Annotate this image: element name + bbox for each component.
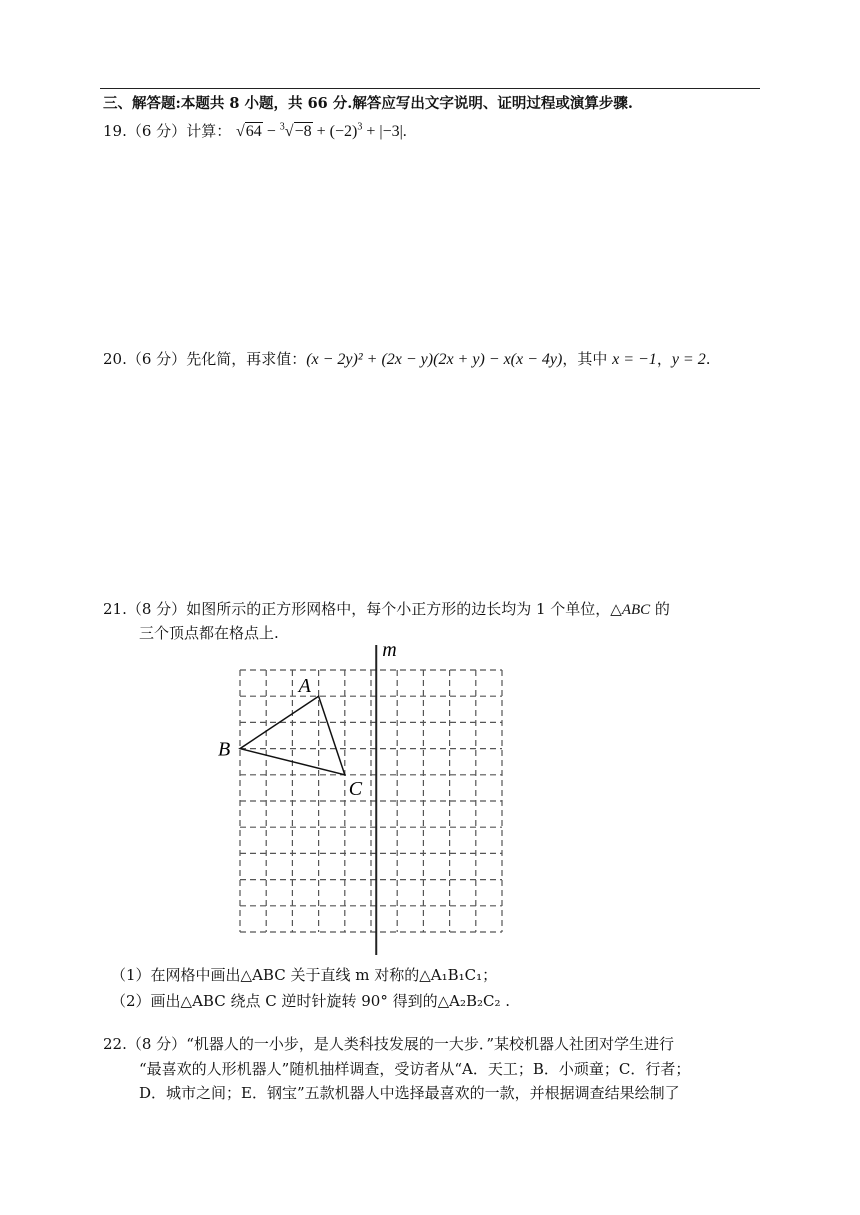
separator: ，: [656, 350, 672, 368]
plus-sign: +: [312, 123, 330, 140]
sqrt-radicand: 64: [245, 123, 262, 140]
question-lead: 先化简，再求值：: [186, 350, 307, 368]
question-22: 22.（8 分）“机器人的一小步，是人类科技发展的一大步．”某校机器人社团对学生进行: [103, 1035, 675, 1053]
y-value: y = 2: [671, 351, 706, 368]
condition-text: ，其中: [562, 350, 613, 368]
question-21-part-1: （1）在网格中画出△ABC 关于直线 m 对称的△A₁B₁C₁；: [111, 966, 498, 984]
question-text: 如图所示的正方形网格中，每个小正方形的边长均为 1 个单位，: [186, 600, 611, 618]
question-number: 21: [103, 600, 123, 618]
label-a: A: [298, 675, 311, 698]
label-c: C: [348, 777, 363, 800]
question-21-line2: 三个顶点都在格点上.: [139, 624, 279, 642]
period: .: [705, 350, 711, 368]
question-lead: 计算：: [186, 122, 232, 140]
label-b: B: [218, 738, 231, 761]
math-expression: (x − 2y)² + (2x − y)(2x + y) − x(x − 4y): [306, 351, 563, 368]
math-expression: $√64 - ^3√-8 + (-2)^3 + |-3|$.: [235, 121, 407, 140]
absolute-value: |−3|: [379, 123, 403, 140]
question-19: 19.（6 分）计算： $√64 - ^3√-8 + (-2)^3 + |-3|$.: [103, 121, 407, 140]
question-text: 的: [650, 600, 670, 618]
triangle-name: △ABC: [610, 602, 651, 618]
question-score: （8 分）: [126, 600, 187, 618]
power-exponent: 3: [357, 121, 363, 133]
grid-figure: [210, 640, 520, 960]
question-number: 22: [103, 1035, 123, 1053]
plus-sign: +: [362, 123, 380, 140]
question-21: 21.（8 分）如图所示的正方形网格中，每个小正方形的边长均为 1 个单位，△ABC 的: [103, 600, 670, 618]
power-base: (−2): [329, 123, 358, 140]
cube-root-radicand: −8: [294, 123, 312, 140]
period: .: [402, 123, 407, 140]
question-number: 20: [103, 350, 123, 368]
question-text: “机器人的一小步，是人类科技发展的一大步．”某校机器人社团对学生进行: [186, 1035, 675, 1053]
question-22-line3: D．城市之间；E．钢宝”五款机器人中选择最喜欢的一款，并根据调查结果绘制了: [139, 1084, 680, 1102]
question-score: （6 分）: [126, 122, 187, 140]
question-number: 19: [103, 122, 123, 140]
section-header: 三、解答题:本题共 8 小题，共 66 分.解答应写出文字说明、证明过程或演算步骤.: [103, 95, 633, 112]
question-20: 20.（6 分）先化简，再求值：(x − 2y)² + (2x − y)(2x + y) − x(x − 4y)，其中 x = −1，y = 2.: [103, 350, 711, 368]
x-value: x = −1: [612, 351, 657, 368]
label-m: m: [382, 640, 397, 661]
question-22-line2: “最喜欢的人形机器人”随机抽样调查，受访者从“A．天工；B．小顽童；C．行者；: [139, 1060, 691, 1078]
minus-sign: −: [262, 123, 280, 140]
section-divider: [100, 88, 760, 89]
question-score: （6 分）: [126, 350, 187, 368]
question-21-part-2: （2）画出△ABC 绕点 C 逆时针旋转 90° 得到的△A₂B₂C₂ .: [111, 992, 511, 1010]
square-grid: [240, 670, 502, 932]
root-index: 3: [279, 121, 285, 133]
question-score: （8 分）: [126, 1035, 187, 1053]
